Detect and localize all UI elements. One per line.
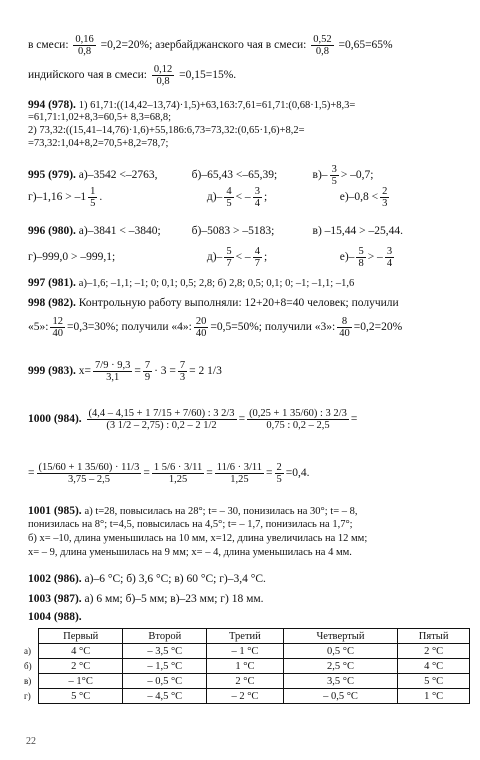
denominator: 3 bbox=[382, 198, 388, 209]
text: а)–3841 < –3840; bbox=[78, 225, 161, 237]
problem-number: 999 (983). bbox=[28, 365, 76, 378]
numerator: 3 bbox=[331, 164, 337, 175]
numerator: 4 bbox=[254, 246, 260, 257]
numerator: 1 bbox=[90, 186, 96, 197]
text: е)–0,8 < bbox=[339, 191, 379, 204]
numerator: 0,16 bbox=[75, 34, 94, 45]
text: а)–1,6; –1,1; –1; 0; 0,1; 0,5; 2,8; б) 2,8; 0,5; 0,1; 0; –1; –1,1; –1,6 bbox=[78, 278, 355, 289]
problem-1001-line-1 bbox=[28, 504, 474, 519]
text: индийского чая в смеси: bbox=[28, 69, 147, 82]
row-label-header bbox=[24, 629, 39, 644]
fraction bbox=[385, 246, 394, 269]
table-cell: 2,5 °С bbox=[283, 659, 398, 674]
fraction bbox=[224, 186, 233, 209]
denominator: 7 bbox=[254, 258, 260, 269]
table-cell: 1 °С bbox=[398, 689, 470, 704]
fraction bbox=[37, 462, 142, 485]
fraction bbox=[356, 246, 365, 269]
fraction bbox=[330, 164, 339, 187]
column-header: Второй bbox=[123, 629, 207, 644]
numerator: 7 bbox=[144, 360, 151, 371]
table-row bbox=[24, 689, 470, 704]
text: г)–999,0 > –999,1; bbox=[28, 251, 116, 264]
denominator: 5 bbox=[331, 176, 337, 187]
numerator: 2 bbox=[382, 186, 388, 197]
denominator: 3,1 bbox=[106, 372, 120, 383]
text: в смеси: bbox=[28, 39, 69, 52]
fraction bbox=[380, 186, 389, 209]
numerator: 0,12 bbox=[153, 64, 173, 75]
column-header: Четвертый bbox=[283, 629, 398, 644]
problem-number: 994 (978). bbox=[28, 99, 76, 111]
problem-1001-line-3: б) x= –10, длина уменьшилась на 10 мм, x=12, длина увеличилась на 12 мм; bbox=[28, 533, 368, 544]
table-cell: 3,5 °С bbox=[283, 674, 398, 689]
fraction bbox=[194, 316, 209, 339]
numerator: (4,4 – 4,15 + 1 7/15 + 7/60) : 3 2/3 bbox=[88, 408, 235, 419]
fraction bbox=[178, 360, 187, 383]
numerator: 3 bbox=[386, 246, 393, 257]
problem-number: 995 (979). bbox=[28, 169, 76, 182]
denominator: 5 bbox=[226, 198, 232, 209]
row-label: а) bbox=[24, 646, 31, 656]
table-cell: 2 °С bbox=[39, 659, 123, 674]
problem-994-line-3: 2) 73,32:((15,41–14,76)·1,6)+55,186:6,73=73,32:(0,65·1,6)+8,2= bbox=[28, 125, 305, 136]
table-cell: – 0,5 °С bbox=[283, 689, 398, 704]
table-row bbox=[24, 674, 470, 689]
problem-997 bbox=[28, 276, 474, 291]
table-row bbox=[24, 644, 470, 659]
fraction bbox=[253, 186, 262, 209]
problem-number: 1002 (986). bbox=[28, 573, 82, 585]
table-header-row bbox=[24, 629, 470, 644]
numerator: 8 bbox=[337, 316, 352, 328]
text: = bbox=[134, 365, 141, 378]
text: =0,2=20%; азербайджанского чая в смеси: bbox=[100, 39, 307, 52]
table-cell: 5 °С bbox=[39, 689, 123, 704]
fraction bbox=[247, 408, 349, 431]
denominator: 5 bbox=[276, 474, 282, 485]
fraction bbox=[275, 462, 284, 485]
denominator: 1,25 bbox=[168, 474, 188, 485]
text: = bbox=[238, 413, 246, 426]
text: < – bbox=[235, 251, 251, 264]
fraction bbox=[93, 360, 132, 383]
fraction bbox=[152, 64, 174, 87]
problem-number: 997 (981). bbox=[28, 277, 76, 289]
denominator: 8 bbox=[358, 258, 364, 269]
table-cell: – 4,5 °С bbox=[123, 689, 207, 704]
row-label: в) bbox=[24, 676, 32, 686]
problem-996-line-1 bbox=[28, 224, 474, 238]
text: е)– bbox=[339, 251, 355, 264]
numerator: 2 bbox=[276, 462, 282, 473]
table-cell: 2 °С bbox=[398, 644, 470, 659]
numerator: (0,25 + 1 35/60) : 3 2/3 bbox=[249, 408, 347, 419]
text: г)–1,16 > –1 bbox=[28, 191, 87, 204]
problem-1001-line-4: x= – 9, длина уменьшилась на 9 мм; x= – 4, длина уменьшилась на 4 мм. bbox=[28, 547, 352, 558]
table-cell: – 1,5 °С bbox=[123, 659, 207, 674]
numerator: 4 bbox=[226, 186, 232, 197]
text: ; bbox=[263, 191, 268, 204]
denominator: 1,25 bbox=[230, 474, 249, 485]
table-cell: 4 °С bbox=[398, 659, 470, 674]
fraction bbox=[87, 408, 237, 431]
column-header: Третий bbox=[207, 629, 284, 644]
problem-number: 996 (980). bbox=[28, 225, 76, 237]
problem-1002 bbox=[28, 572, 474, 586]
text: б)–5083 > –5183; bbox=[191, 225, 275, 237]
problem-1004 bbox=[28, 610, 474, 624]
text: =0,2=20% bbox=[353, 321, 403, 334]
problem-998-line-2 bbox=[28, 316, 474, 339]
column-header: Первый bbox=[39, 629, 123, 644]
problem-995-line-2 bbox=[28, 186, 474, 209]
numerator: 5 bbox=[358, 246, 364, 257]
problem-1000-line-1 bbox=[28, 408, 474, 431]
row-label: б) bbox=[24, 661, 32, 671]
line-tea-mix-1 bbox=[28, 34, 474, 57]
table-cell: – 1 °С bbox=[207, 644, 284, 659]
column-header: Пятый bbox=[398, 629, 470, 644]
numerator: 7/9 · 9,3 bbox=[95, 360, 131, 371]
problem-1000-line-2: = $\frac{(15/60 + 1 35/60) \cdot 11/3}{3,75 - 2,5}$ = $\frac{1 5/6 \cdot 3/11}{1,25}$ = $\frac{11/6 \cdot 3/11}{1,25}$ = $\frac{2}{5}$ =0,4. bbox=[28, 462, 310, 485]
text: . bbox=[99, 191, 103, 204]
denominator: 3,75 – 2,5 bbox=[67, 474, 110, 485]
problem-994-line-2: =61,71:1,02+8,3=60,5+ 8,3=68,8; bbox=[28, 112, 172, 123]
fraction bbox=[215, 462, 264, 485]
table-cell: 2 °С bbox=[207, 674, 284, 689]
numerator: 0,52 bbox=[313, 34, 332, 45]
fraction bbox=[152, 462, 204, 485]
numerator: 3 bbox=[254, 186, 260, 197]
table-cell: 5 °С bbox=[398, 674, 470, 689]
denominator: 0,8 bbox=[78, 46, 92, 57]
problem-1001-line-2: понизилась на 8°; t=4,5, повысилась на 4,5°; t= – 1,7, понизилась на 1,7°; bbox=[28, 519, 353, 530]
numerator: 20 bbox=[195, 316, 207, 327]
text: д)– bbox=[206, 191, 223, 204]
text: =0,3=30%; получили «4»: bbox=[66, 321, 192, 334]
table-cell: – 0,5 °С bbox=[123, 674, 207, 689]
problem-995-line-1 bbox=[28, 164, 474, 187]
fraction bbox=[311, 34, 333, 57]
text: а) 6 мм; б)–5 мм; в)–23 мм; г) 18 мм. bbox=[84, 593, 264, 605]
denominator: 40 bbox=[339, 328, 350, 339]
text: 1) 61,71:((14,42–13,74)·1,5)+63,163:7,61=61,71:(0,68·1,5)+8,3= bbox=[78, 100, 356, 111]
numerator: 1 5/6 · 3/11 bbox=[153, 462, 203, 473]
text: · 3 = bbox=[154, 365, 176, 378]
page-number: 22 bbox=[26, 736, 36, 747]
problem-number: 998 (982). bbox=[28, 297, 76, 309]
text: а) t=28, повысилась на 28°; t= – 30, понизилась на 30°; t= – 8, bbox=[84, 506, 358, 517]
fraction bbox=[88, 186, 97, 209]
problem-number: 1001 (985). bbox=[28, 505, 82, 517]
text: > – bbox=[367, 251, 383, 264]
text: > –0,7; bbox=[340, 169, 374, 182]
fraction bbox=[143, 360, 152, 383]
problem-number: 1004 (988). bbox=[28, 611, 82, 623]
table-row bbox=[24, 659, 470, 674]
problem-996-line-2 bbox=[28, 246, 474, 269]
text: = bbox=[350, 413, 358, 426]
text: а)–3542 <–2763, bbox=[78, 169, 158, 182]
fraction bbox=[253, 246, 262, 269]
numerator: 5 bbox=[226, 246, 232, 257]
denominator: 4 bbox=[254, 198, 260, 209]
temperature-table bbox=[24, 628, 470, 704]
denominator: 9 bbox=[144, 372, 151, 383]
problem-994-line-4: =73,32:1,04+8,2=70,5+8,2=78,7; bbox=[28, 138, 169, 149]
text: а)–6 °С; б) 3,6 °С; в) 60 °С; г)–3,4 °С. bbox=[84, 573, 266, 585]
fraction bbox=[50, 316, 65, 339]
text: в)– bbox=[312, 169, 328, 182]
problem-1003 bbox=[28, 592, 474, 606]
problem-number: 1003 (987). bbox=[28, 593, 82, 605]
text: б)–65,43 <–65,39; bbox=[191, 169, 278, 182]
text: Контрольную работу выполняли: 12+20+8=40 человек; получили bbox=[78, 297, 399, 309]
table-cell: 0,5 °С bbox=[283, 644, 398, 659]
text: «5»: bbox=[28, 321, 49, 334]
denominator: (3 1/2 – 2,75) : 0,2 – 2 1/2 bbox=[106, 420, 217, 431]
denominator: 40 bbox=[195, 328, 207, 339]
denominator: 40 bbox=[52, 328, 63, 339]
denominator: 4 bbox=[386, 258, 393, 269]
text: =0,4. bbox=[285, 467, 310, 480]
denominator: 7 bbox=[226, 258, 232, 269]
fraction bbox=[73, 34, 95, 57]
text: =0,15=15%. bbox=[179, 69, 237, 82]
numerator: 12 bbox=[52, 316, 63, 327]
line-tea-mix-2 bbox=[28, 64, 474, 87]
numerator: (15/60 + 1 35/60) · 11/3 bbox=[38, 462, 140, 473]
row-label: г) bbox=[24, 691, 31, 701]
denominator: 3 bbox=[179, 372, 186, 383]
table-cell: 1 °С bbox=[207, 659, 284, 674]
table-cell: – 1°С bbox=[39, 674, 123, 689]
numerator: 7 bbox=[179, 360, 186, 371]
text: x= bbox=[78, 365, 92, 378]
denominator: 0,8 bbox=[156, 76, 170, 87]
table-cell: 4 °С bbox=[39, 644, 123, 659]
numerator: 11/6 · 3/11 bbox=[216, 462, 263, 473]
table-cell: – 2 °С bbox=[207, 689, 284, 704]
fraction bbox=[224, 246, 233, 269]
text: ; bbox=[263, 251, 268, 264]
denominator: 5 bbox=[90, 198, 96, 209]
text: в) –15,44 > –25,44. bbox=[312, 225, 404, 237]
text: < – bbox=[235, 191, 251, 204]
fraction bbox=[337, 316, 352, 339]
denominator: 0,8 bbox=[315, 46, 329, 57]
text: = 2 1/3 bbox=[189, 365, 222, 378]
denominator: 0,75 : 0,2 – 2,5 bbox=[266, 420, 330, 431]
text: =0,65=65% bbox=[338, 39, 393, 52]
text: =0,5=50%; получили «3»: bbox=[210, 321, 336, 334]
text: д)– bbox=[206, 251, 223, 264]
problem-number: 1000 (984). bbox=[28, 413, 82, 426]
problem-998-line-1 bbox=[28, 296, 474, 310]
table-cell: – 3,5 °С bbox=[123, 644, 207, 659]
problem-999 bbox=[28, 360, 474, 383]
